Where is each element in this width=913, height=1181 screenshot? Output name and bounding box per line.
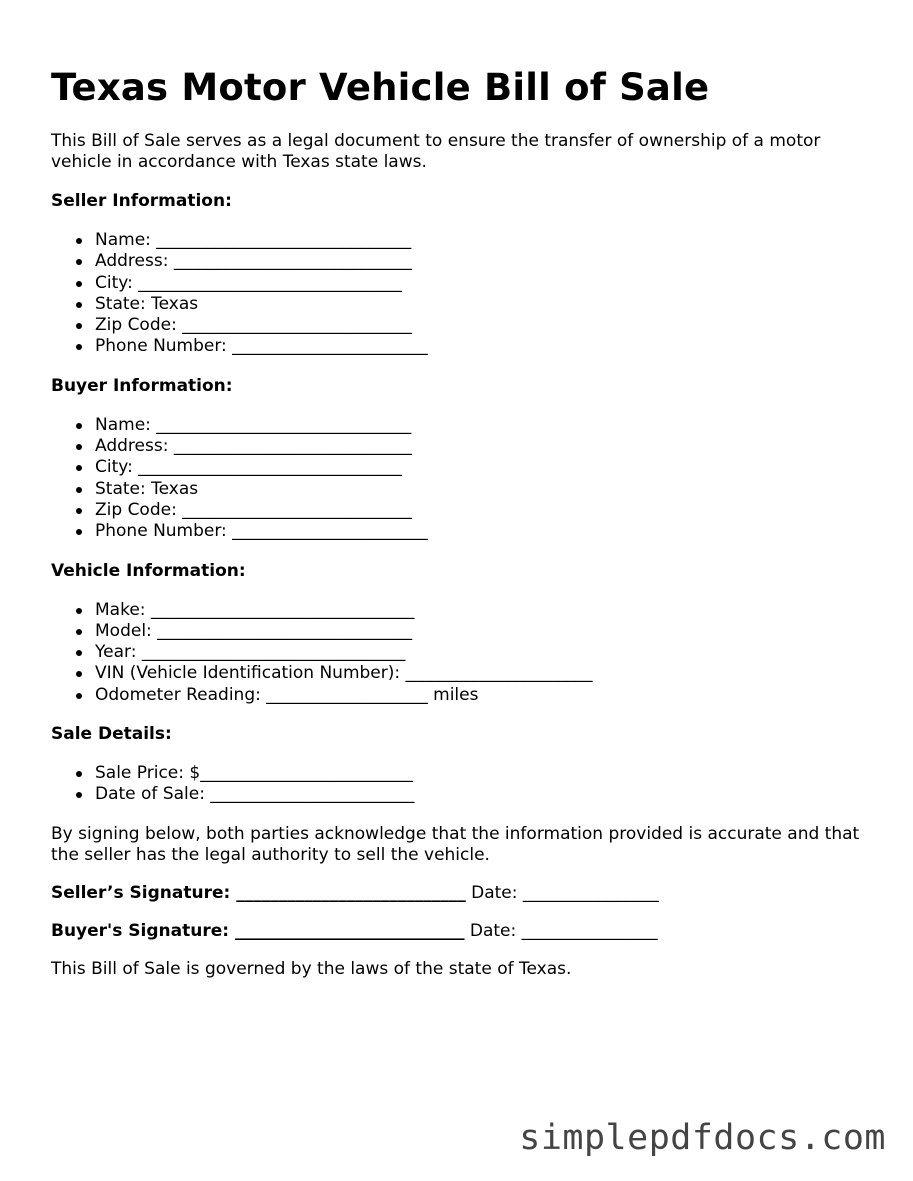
intro-paragraph: This Bill of Sale serves as a legal document to ensure the transfer of ownership of a motor vehicle in accordance with Texas state laws. bbox=[51, 131, 821, 172]
sale-price-field[interactable]: Sale Price: $_________________________ bbox=[95, 763, 881, 784]
seller-signature-label: Seller’s Signature: ___________________________ bbox=[51, 882, 466, 903]
vehicle-vin-field[interactable]: VIN (Vehicle Identification Number): ______________________ bbox=[95, 663, 881, 684]
seller-zip-field[interactable]: Zip Code: ___________________________ bbox=[95, 315, 881, 336]
seller-list bbox=[51, 230, 881, 358]
buyer-signature-label: Buyer's Signature: ___________________________ bbox=[51, 920, 465, 941]
buyer-phone-field[interactable]: Phone Number: _______________________ bbox=[95, 521, 881, 542]
governing-law-note: This Bill of Sale is governed by the laws of the state of Texas. bbox=[51, 958, 572, 979]
seller-signature-date[interactable]: Date: ________________ bbox=[465, 882, 659, 903]
seller-address-field[interactable]: Address: ____________________________ bbox=[95, 251, 881, 272]
buyer-name-field[interactable]: Name: ______________________________ bbox=[95, 415, 881, 436]
page-title: Texas Motor Vehicle Bill of Sale bbox=[51, 66, 710, 109]
buyer-state: State: Texas bbox=[95, 479, 881, 500]
seller-signature-line[interactable] bbox=[51, 883, 881, 904]
buyer-signature-line[interactable] bbox=[51, 921, 881, 942]
buyer-list bbox=[51, 415, 881, 543]
vehicle-year-field[interactable]: Year: _______________________________ bbox=[95, 642, 881, 663]
vehicle-odometer-field[interactable]: Odometer Reading: ___________________ miles bbox=[95, 685, 881, 706]
seller-phone-field[interactable]: Phone Number: _______________________ bbox=[95, 336, 881, 357]
sale-list bbox=[51, 763, 881, 806]
sale-date-field[interactable]: Date of Sale: ________________________ bbox=[95, 784, 881, 805]
buyer-address-field[interactable]: Address: ____________________________ bbox=[95, 436, 881, 457]
vehicle-make-field[interactable]: Make: _______________________________ bbox=[95, 600, 881, 621]
seller-state: State: Texas bbox=[95, 294, 881, 315]
acknowledgement-paragraph: By signing below, both parties acknowledge that the information provided is accurate and that the seller has the legal authority to sell the vehicle. bbox=[51, 823, 860, 865]
buyer-heading: Buyer Information: bbox=[51, 375, 233, 396]
buyer-city-field[interactable]: City: _______________________________ bbox=[95, 457, 881, 478]
seller-heading: Seller Information: bbox=[51, 191, 232, 211]
seller-city-field[interactable]: City: _______________________________ bbox=[95, 273, 881, 294]
vehicle-list bbox=[51, 600, 881, 706]
sale-heading: Sale Details: bbox=[51, 724, 172, 745]
site-watermark: simplepdfdocs.com bbox=[519, 1118, 886, 1158]
document-page bbox=[51, 62, 881, 980]
vehicle-model-field[interactable]: Model: ______________________________ bbox=[95, 621, 881, 642]
vehicle-heading: Vehicle Information: bbox=[51, 560, 246, 581]
buyer-zip-field[interactable]: Zip Code: ___________________________ bbox=[95, 500, 881, 521]
buyer-signature-date[interactable]: Date: ________________ bbox=[464, 920, 658, 941]
seller-name-field[interactable]: Name: ______________________________ bbox=[95, 230, 881, 251]
